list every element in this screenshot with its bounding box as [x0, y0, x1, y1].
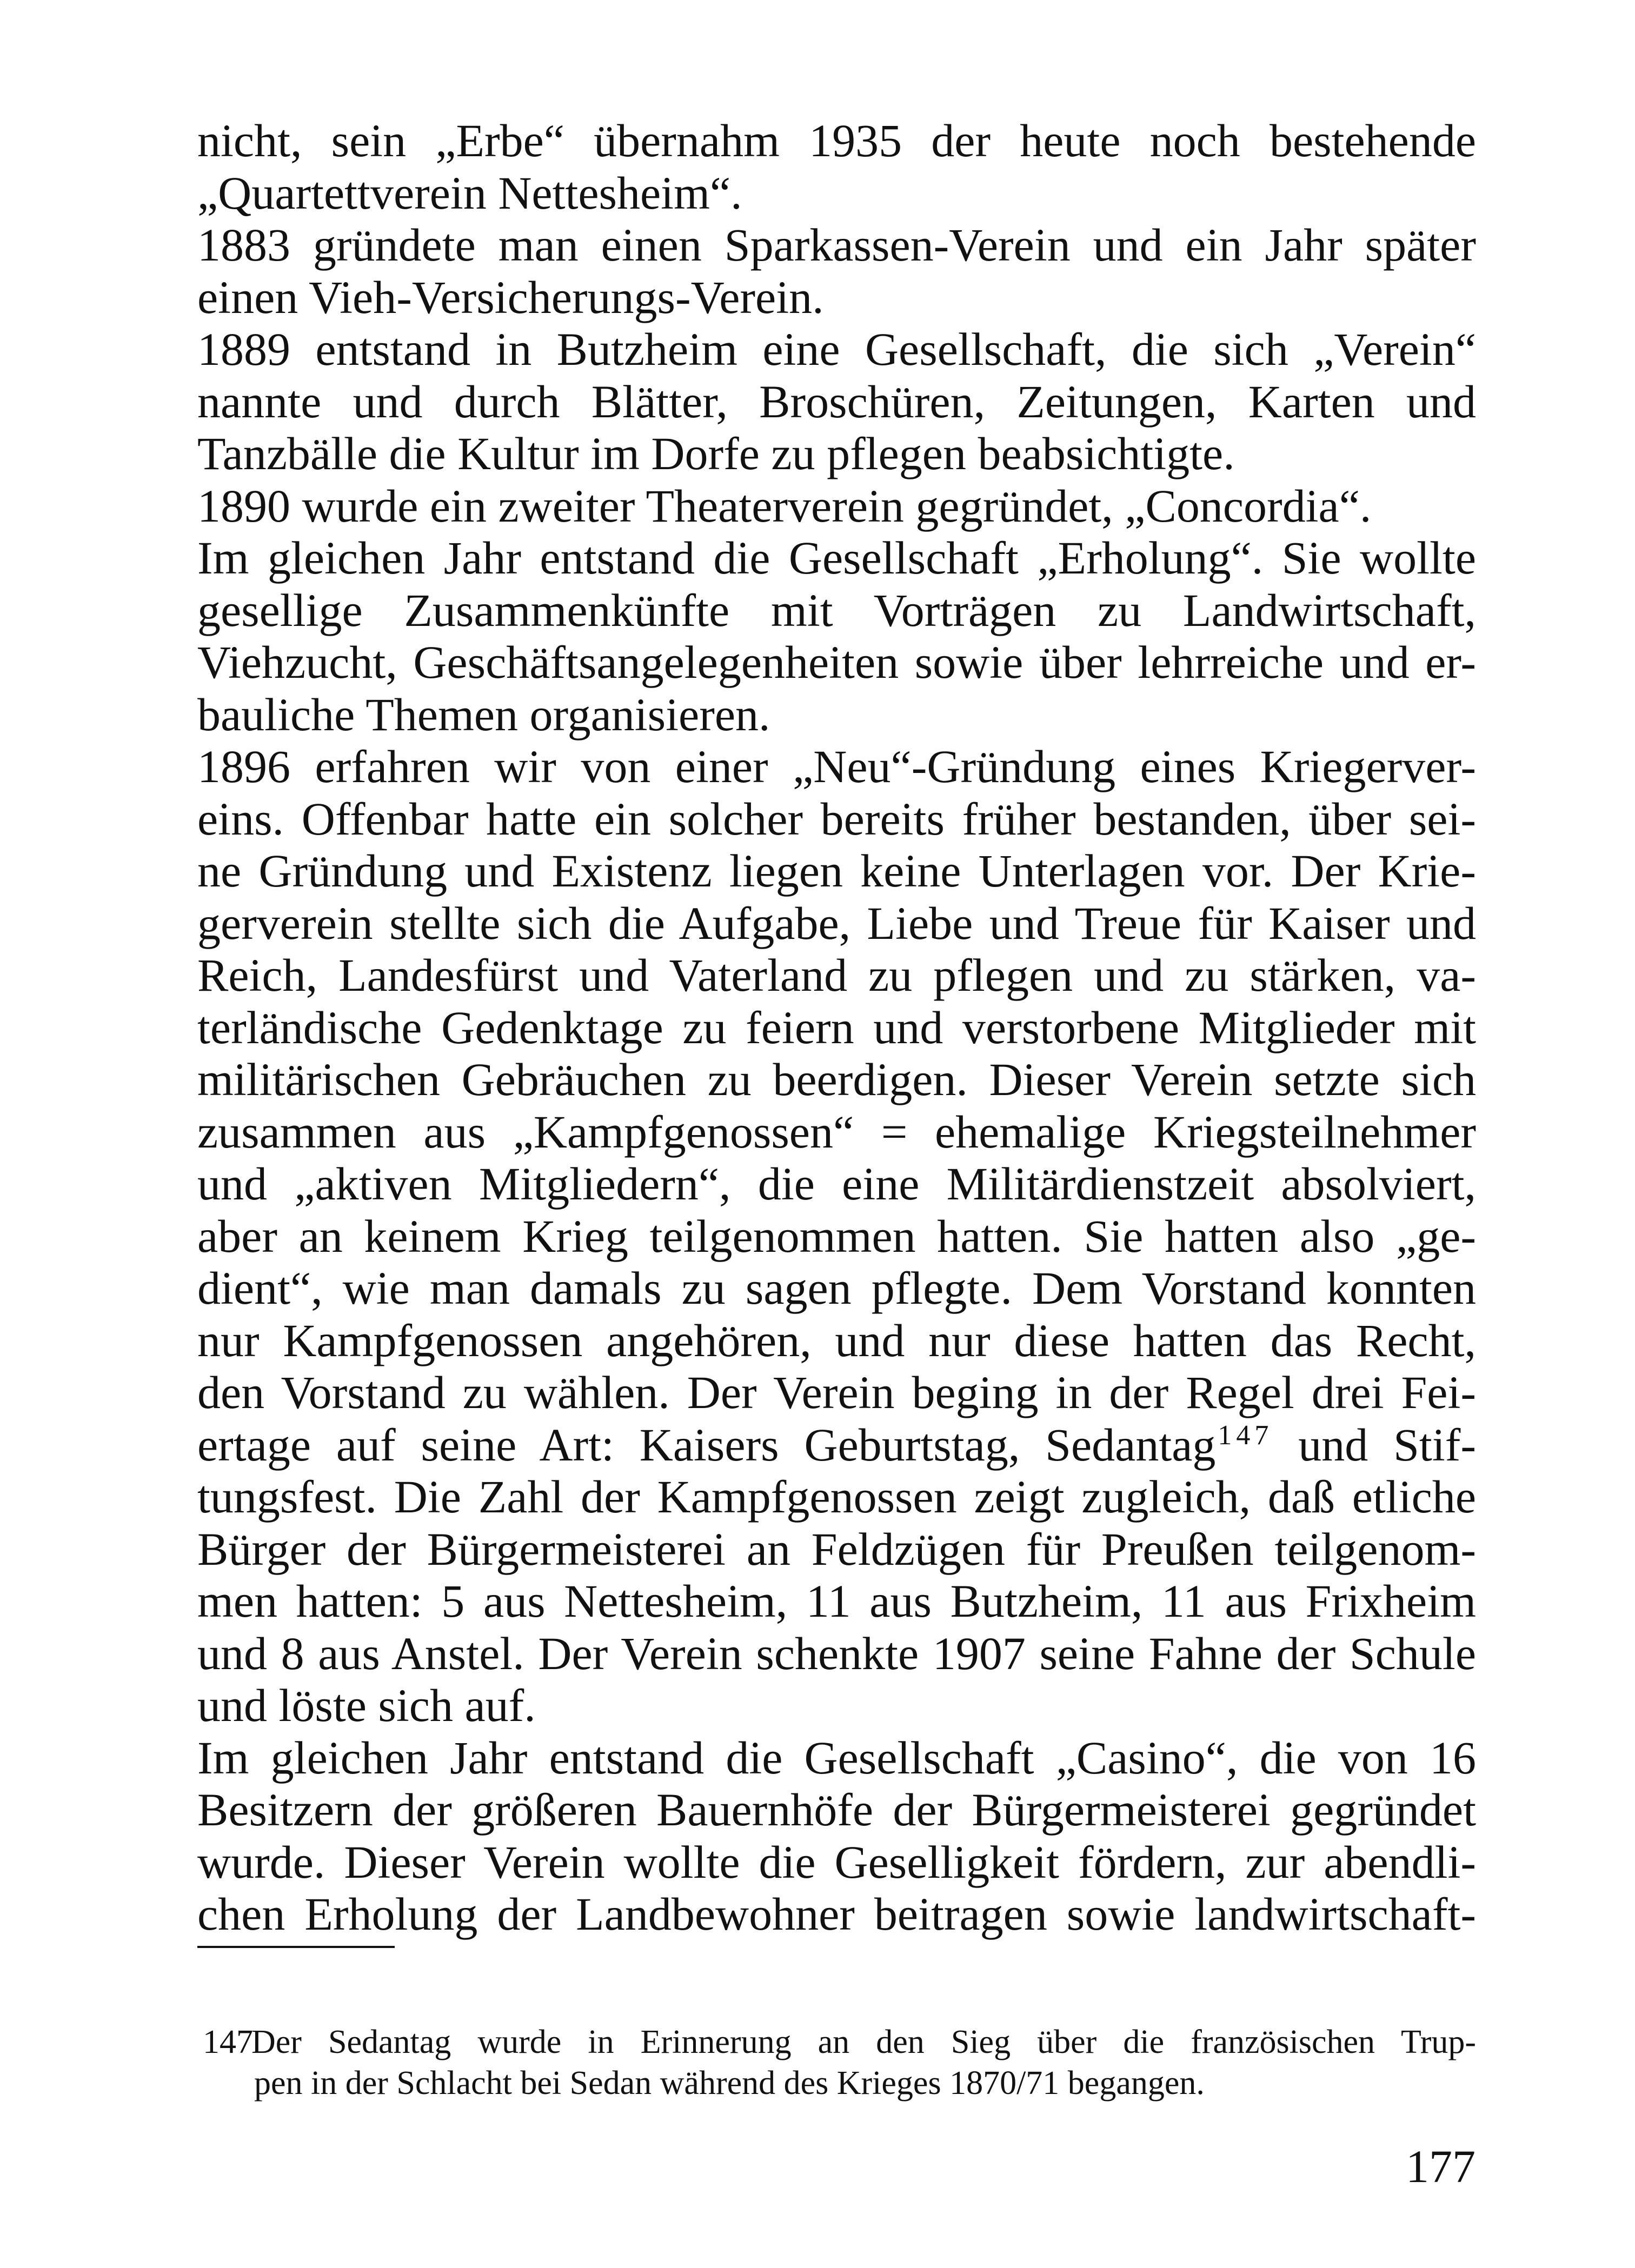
- text-line: einen Vieh-Versicherungs-Verein.: [197, 271, 824, 323]
- text-line: dient“, wie man damals zu sagen pflegte. Dem Vorstand konnten: [197, 1262, 1476, 1314]
- footnote-line: [203, 2063, 1476, 2104]
- text-line: Besitzern der größeren Bauernhöfe der Bürgermeisterei gegründet: [197, 1784, 1476, 1836]
- text-line: gesellige Zusammenkünfte mit Vorträgen zu Landwirtschaft,: [197, 584, 1476, 636]
- text-line: nur Kampfgenossen angehören, und nur diese hatten das Recht,: [197, 1314, 1476, 1366]
- text-line: 1890 wurde ein zweiter Theaterverein gegründet, „Concordia“.: [197, 479, 1372, 532]
- text-line: militärischen Gebräuchen zu beerdigen. Dieser Verein setzte sich: [197, 1053, 1476, 1105]
- text-line: und „aktiven Mitgliedern“, die eine Militärdienstzeit absolviert,: [197, 1158, 1476, 1210]
- text-line: aber an keinem Krieg teilgenommen hatten. Sie hatten also „ge-: [197, 1210, 1476, 1262]
- text-line: Tanzbälle die Kultur im Dorfe zu pflegen beabsichtigte.: [197, 428, 1235, 479]
- text-line: Im gleichen Jahr entstand die Gesellschaft „Casino“, die von 16: [197, 1731, 1476, 1784]
- page-number: 177: [1406, 2140, 1476, 2192]
- text-line: terländische Gedenktage zu feiern und verstorbene Mitglieder mit: [197, 1001, 1476, 1053]
- body-text: [197, 115, 1476, 1940]
- text-fragment: und Stif-: [1298, 1418, 1476, 1471]
- text-line: bauliche Themen organisieren.: [197, 688, 770, 741]
- text-line: Reich, Landesfürst und Vaterland zu pflegen und zu stärken, va-: [197, 949, 1476, 1001]
- text-line: tungsfest. Die Zahl der Kampfgenossen zeigt zugleich, daß etliche: [197, 1471, 1476, 1523]
- text-line: den Vorstand zu wählen. Der Verein beging in der Regel drei Fei-: [197, 1366, 1476, 1418]
- text-line: chen Erholung der Landbewohner beitragen sowie landwirtschaft-: [197, 1888, 1476, 1940]
- text-fragment: ertage auf seine Art: Kaisers Geburtstag, Sedantag: [197, 1418, 1216, 1471]
- text-line: und 8 aus Anstel. Der Verein schenkte 1907 seine Fahne der Schule: [197, 1627, 1476, 1679]
- text-line: eins. Offenbar hatte ein solcher bereits früher bestanden, über sei-: [197, 792, 1476, 845]
- text-line: Viehzucht, Geschäftsangelegenheiten sowie über lehrreiche und er-: [197, 636, 1476, 688]
- text-line: 1889 entstand in Butzheim eine Gesellschaft, die sich „Verein“: [197, 323, 1476, 375]
- text-line: und löste sich auf.: [197, 1679, 536, 1731]
- footnote: [203, 2022, 1476, 2104]
- footnote-divider: [197, 1946, 395, 1948]
- text-line: men hatten: 5 aus Nettesheim, 11 aus Butzheim, 11 aus Frixheim: [197, 1575, 1476, 1627]
- text-line: ne Gründung und Existenz liegen keine Unterlagen vor. Der Krie-: [197, 845, 1476, 897]
- footnote-text: pen in der Schlacht bei Sedan während des Krieges 1870/71 begangen.: [254, 2065, 1205, 2102]
- text-line: gerverein stellte sich die Aufgabe, Liebe und Treue für Kaiser und: [197, 897, 1476, 949]
- text-line: nannte und durch Blätter, Broschüren, Zeitungen, Karten und: [197, 375, 1476, 428]
- footnote-text: Der Sedantag wurde in Erinnerung an den Sieg über die französischen Trup-: [251, 2024, 1476, 2060]
- text-line: nicht, sein „Erbe“ übernahm 1935 der heute noch bestehende: [197, 115, 1476, 166]
- text-line: zusammen aus „Kampfgenossen“ = ehemalige Kriegsteilnehmer: [197, 1105, 1476, 1158]
- footnote-reference: 147: [1218, 1419, 1273, 1451]
- text-line: „Quartettverein Nettesheim“.: [197, 166, 742, 219]
- text-line: Bürger der Bürgermeisterei an Feldzügen für Preußen teilgenom-: [197, 1523, 1476, 1575]
- text-line: 1896 erfahren wir von einer „Neu“-Gründung eines Kriegerver-: [197, 741, 1476, 792]
- footnote-line: [203, 2022, 1476, 2063]
- text-line: 1883 gründete man einen Sparkassen-Verein und ein Jahr später: [197, 219, 1476, 271]
- footnote-number: 147: [203, 2024, 253, 2060]
- text-line: wurde. Dieser Verein wollte die Geselligkeit fördern, zur abendli-: [197, 1836, 1476, 1888]
- text-line-with-footnote-ref: [197, 1419, 1476, 1471]
- text-line: Im gleichen Jahr entstand die Gesellschaft „Erholung“. Sie wollte: [197, 532, 1476, 584]
